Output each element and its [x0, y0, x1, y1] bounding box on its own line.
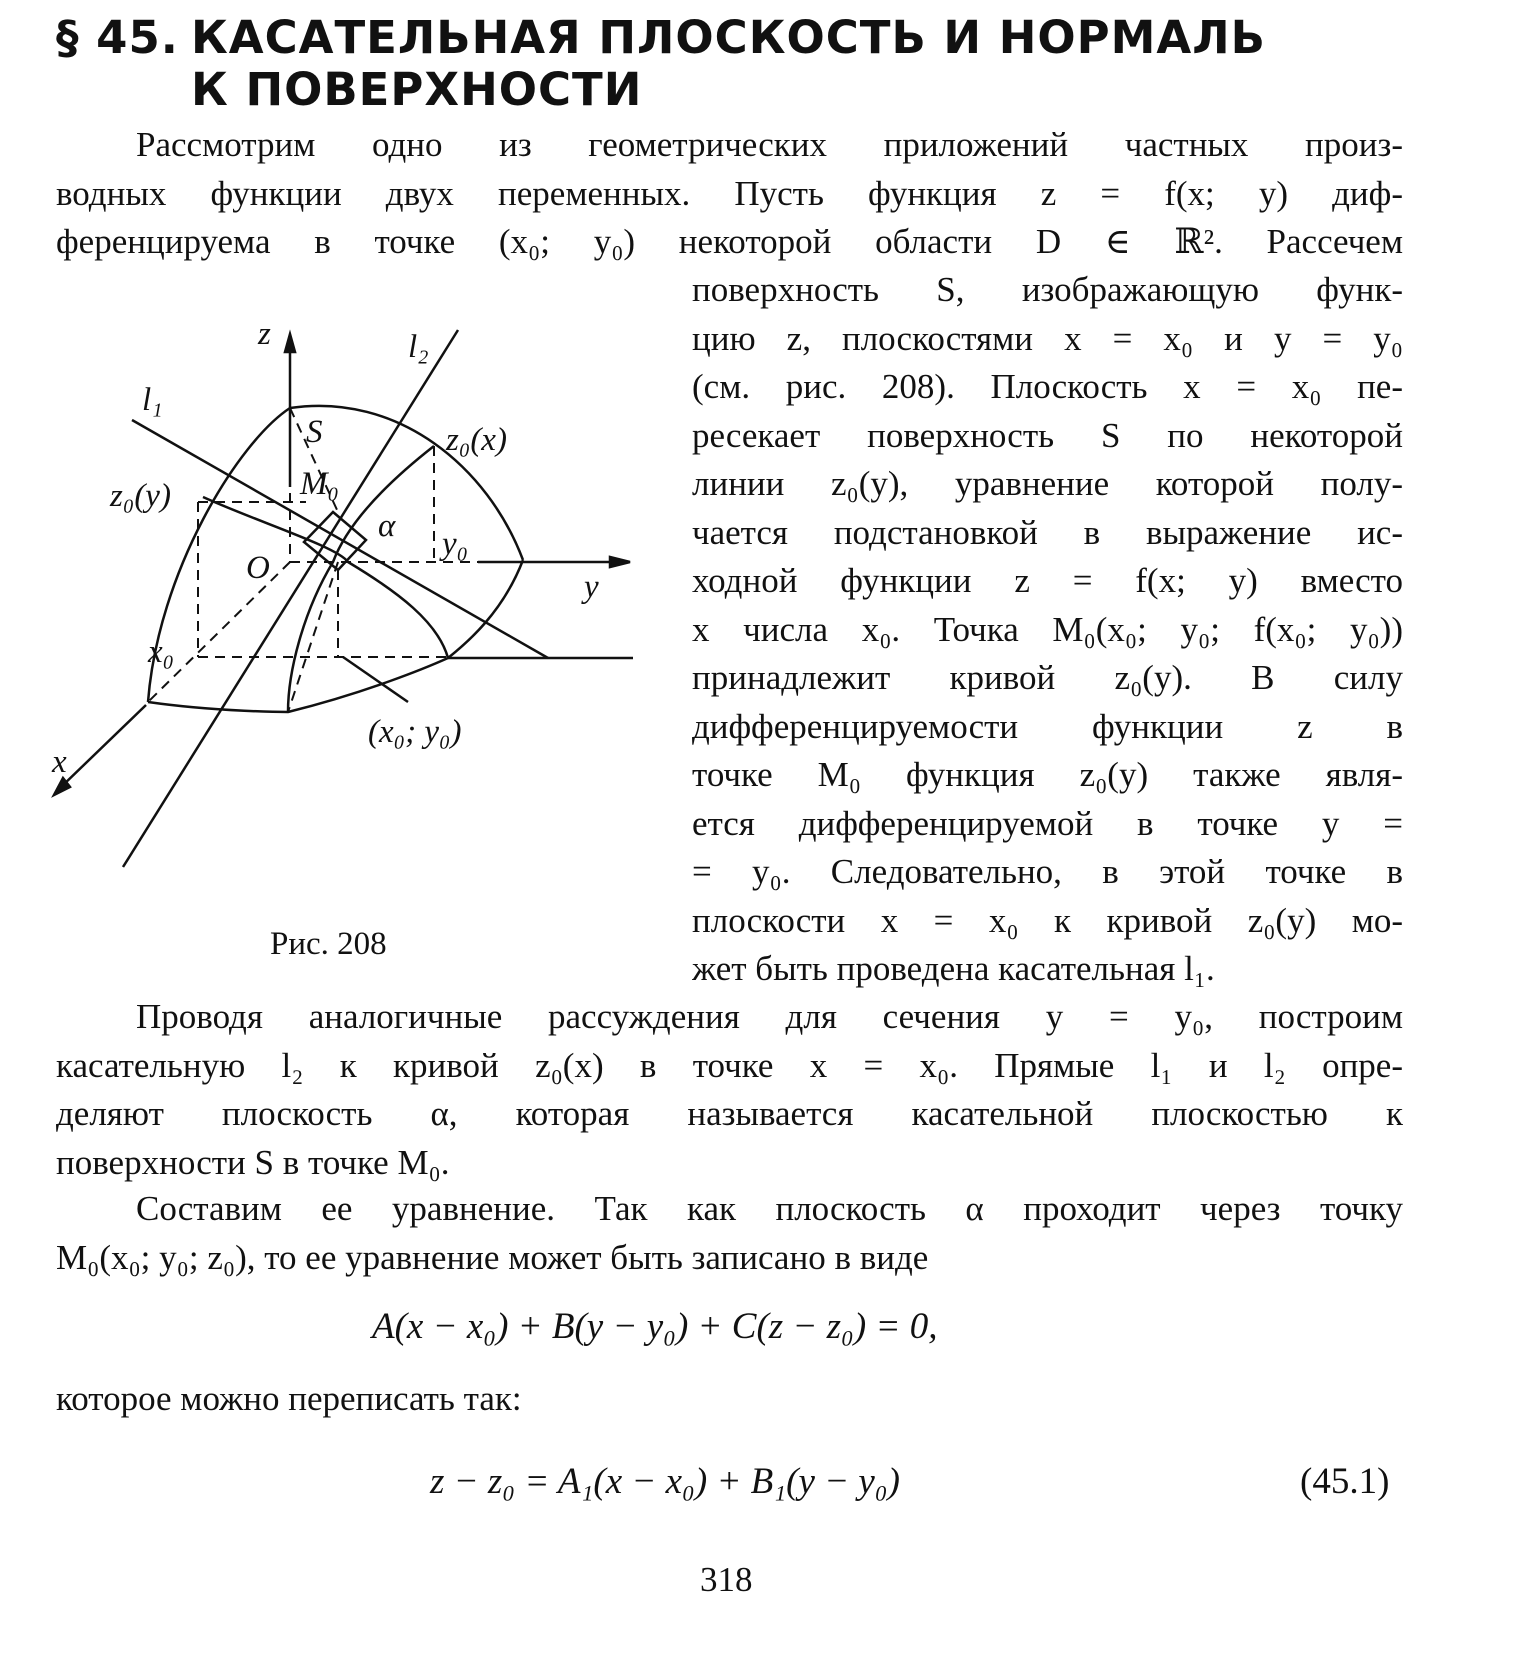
equation-plane-general: A(x − x₀) + B(y − y₀) + C(z − z₀) = 0, — [372, 1306, 938, 1347]
text-line: Составим ее уравнение. Так как плоскость α проходит через точку — [136, 1189, 1403, 1228]
text-line: M₀(x₀; y₀; z₀), то ее уравнение может быть записано в виде — [56, 1237, 929, 1277]
x-axis-line — [60, 705, 146, 788]
text-line: плоскости x = x₀ к кривой z₀(y) мо- — [692, 900, 1403, 940]
text-line: деляют плоскость α, которая называется касательной плоскостью к — [56, 1094, 1403, 1133]
label-z: z — [258, 322, 271, 352]
paragraph-1-right-column — [692, 266, 1403, 994]
label-y0: y₀ — [442, 526, 469, 562]
paragraph-1-top — [56, 121, 1403, 267]
z-axis-arrow — [285, 334, 295, 352]
text-line: жет быть проведена касательная l₁. — [692, 949, 1215, 988]
y-axis-arrow — [610, 557, 630, 567]
label-m0: M₀ — [300, 466, 339, 502]
text-line: поверхности S в точке M₀. — [56, 1142, 450, 1182]
text-line: ференцируема в точке (x₀; y₀) некоторой области D ∈ ℝ². Рассечем — [56, 222, 1403, 261]
label-x: x — [52, 744, 67, 780]
xy-projection-line — [343, 657, 408, 702]
section-heading — [56, 12, 1406, 116]
text-line: поверхность S, изображающую функ- — [692, 270, 1403, 309]
section-title-line-2: К ПОВЕРХНОСТИ — [191, 63, 643, 116]
text-line: ходной функции z = f(x; y) вместо — [692, 561, 1403, 600]
equation-number: (45.1) — [1300, 1461, 1390, 1502]
text-line: ресекает поверхность S по некоторой — [692, 415, 1403, 455]
section-number: § 45. — [56, 11, 179, 64]
dashed-x0y0-diagonal — [288, 562, 338, 712]
paragraph-3 — [56, 1185, 1403, 1282]
label-y: y — [584, 569, 599, 605]
label-x0: x₀ — [148, 634, 175, 670]
text-line: водных функции двух переменных. Пусть функция z = f(x; y) диф- — [56, 173, 1403, 213]
section-title-line-1: КАСАТЕЛЬНАЯ ПЛОСКОСТЬ И НОРМАЛЬ — [191, 11, 1266, 64]
equation-45-1: z − z₀ = A₁(x − x₀) + B₁(y − y₀) — [430, 1461, 900, 1502]
text-line: Проводя аналогичные рассуждения для сечения y = y₀, построим — [136, 997, 1403, 1036]
label-l2: l₂ — [408, 329, 429, 365]
text-line: которое можно переписать так: — [56, 1379, 522, 1418]
text-line: Рассмотрим одно из геометрических приложений частных произ- — [136, 125, 1403, 164]
text-line: ется дифференцируемой в точке y = — [692, 803, 1403, 843]
text-line: x числа x₀. Точка M₀(x₀; y₀; f(x₀; y₀)) — [692, 609, 1403, 649]
page-number: 318 — [700, 1560, 753, 1599]
label-origin: O — [246, 550, 270, 586]
label-alpha: α — [378, 508, 396, 544]
heading-line-2 — [56, 64, 1406, 116]
label-z0x: z₀(x) — [446, 422, 507, 458]
text-line: точке M₀ функция z₀(y) также явля- — [692, 755, 1403, 794]
text-line: чается подстановкой в выражение ис- — [692, 512, 1403, 552]
paragraph-2 — [56, 993, 1403, 1187]
text-line: = y₀. Следовательно, в этой точке в — [692, 852, 1403, 891]
label-s: S — [306, 414, 323, 450]
surface-right-edge — [448, 560, 523, 658]
figure-caption: Рис. 208 — [270, 926, 387, 962]
text-line: касательную l₂ к кривой z₀(x) в точке x = x₀. Прямые l₁ и l₂ опре- — [56, 1045, 1403, 1085]
text-line: цию z, плоскостями x = x₀ и y = y₀ — [692, 318, 1403, 358]
paragraph-4 — [56, 1375, 1403, 1424]
text-line: (см. рис. 208). Плоскость x = x₀ пе- — [692, 367, 1403, 406]
surface-bottom-edge — [148, 658, 448, 712]
label-l1: l₁ — [142, 382, 163, 418]
text-line: принадлежит кривой z₀(y). В силу — [692, 658, 1403, 697]
heading-line-1 — [56, 12, 1406, 64]
figure-208-diagram — [48, 322, 648, 922]
text-line: дифференцируемости функции z в — [692, 706, 1403, 746]
label-z0y: z₀(y) — [110, 478, 171, 514]
label-x0y0: (x₀; y₀) — [368, 714, 462, 750]
text-line: линии z₀(y), уравнение которой полу- — [692, 464, 1403, 503]
